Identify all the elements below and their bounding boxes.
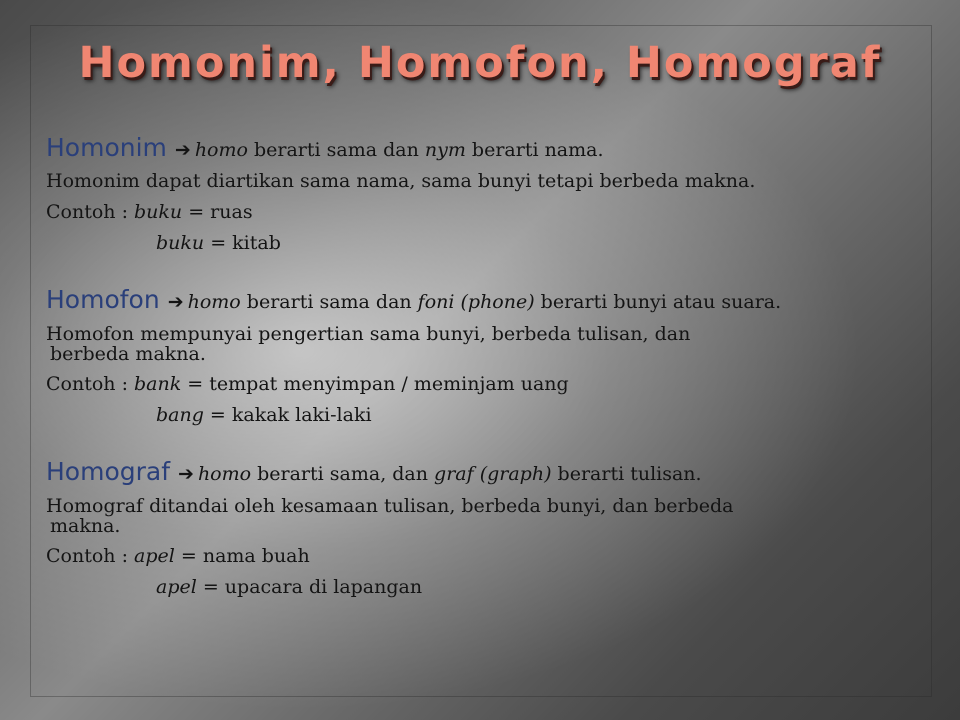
homonim-def-text-1: berarti sama dan <box>247 139 425 161</box>
homonim-example-2-word: buku <box>156 232 205 254</box>
right-arrow-icon: ➔ <box>178 463 194 485</box>
homofon-example-1-meaning: = tempat menyimpan / meminjam uang <box>181 373 569 395</box>
homograf-explanation-1: Homograf ditandai oleh kesamaan tulisan, berbeda bunyi, dan berbeda <box>46 495 734 517</box>
homonim-example-1 <box>46 197 926 228</box>
homofon-explanation-2: berbeda makna. <box>50 343 206 365</box>
homonim-def-italic-1: homo <box>194 139 248 161</box>
homograf-def-italic-1: homo <box>197 463 252 485</box>
right-arrow-icon: ➔ <box>167 291 184 313</box>
homograf-term: Homograf <box>46 457 171 486</box>
homofon-example-2 <box>46 400 926 431</box>
homograf-example-label: Contoh : <box>46 545 135 567</box>
slide-body <box>46 132 926 603</box>
homofon-def-text-1: berarti sama dan <box>240 291 418 313</box>
homonim-example-label: Contoh : <box>46 201 135 223</box>
homograf-example-2 <box>46 572 926 603</box>
homonim-definition <box>46 132 926 166</box>
right-arrow-icon: ➔ <box>174 139 191 161</box>
homonim-term: Homonim <box>46 133 167 162</box>
homofon-explanation-1: Homofon mempunyai pengertian sama bunyi, berbeda tulisan, dan <box>46 323 691 345</box>
homofon-def-italic-2: foni (phone) <box>417 291 535 313</box>
homograf-definition <box>46 456 926 490</box>
homofon-definition <box>46 284 926 318</box>
homofon-example-2-meaning: = kakak laki-laki <box>203 404 372 426</box>
homofon-example-2-word: bang <box>156 404 204 426</box>
homonim-example-2 <box>46 228 926 259</box>
homograf-def-text-1: berarti sama, dan <box>251 463 435 485</box>
homonim-explanation: Homonim dapat diartikan sama nama, sama bunyi tetapi berbeda makna. <box>46 170 756 192</box>
homograf-example-1 <box>46 541 926 572</box>
homonim-def-italic-2: nym <box>424 139 466 161</box>
homonim-example-1-word: buku <box>134 201 183 223</box>
homonim-example-2-meaning: = kitab <box>204 232 281 254</box>
homograf-example-2-meaning: = upacara di lapangan <box>196 576 423 598</box>
homofon-def-italic-1: homo <box>187 291 241 313</box>
homofon-def-text-2: berarti bunyi atau suara. <box>534 291 782 313</box>
homofon-example-1 <box>46 369 926 400</box>
homofon-term: Homofon <box>46 285 160 314</box>
homograf-explanation-2: makna. <box>50 515 121 537</box>
homograf-example-1-word: apel <box>134 545 175 567</box>
homofon-example-label: Contoh : <box>46 373 135 395</box>
homonim-def-text-2: berarti nama. <box>465 139 604 161</box>
slide-title: Homonim, Homofon, Homograf <box>78 38 882 88</box>
homograf-def-italic-2: graf (graph) <box>434 463 552 485</box>
homonim-example-1-meaning: = ruas <box>182 201 253 223</box>
homofon-example-1-word: bank <box>134 373 182 395</box>
homograf-example-1-meaning: = nama buah <box>174 545 310 567</box>
homograf-def-text-2: berarti tulisan. <box>551 463 702 485</box>
homograf-example-2-word: apel <box>156 576 197 598</box>
